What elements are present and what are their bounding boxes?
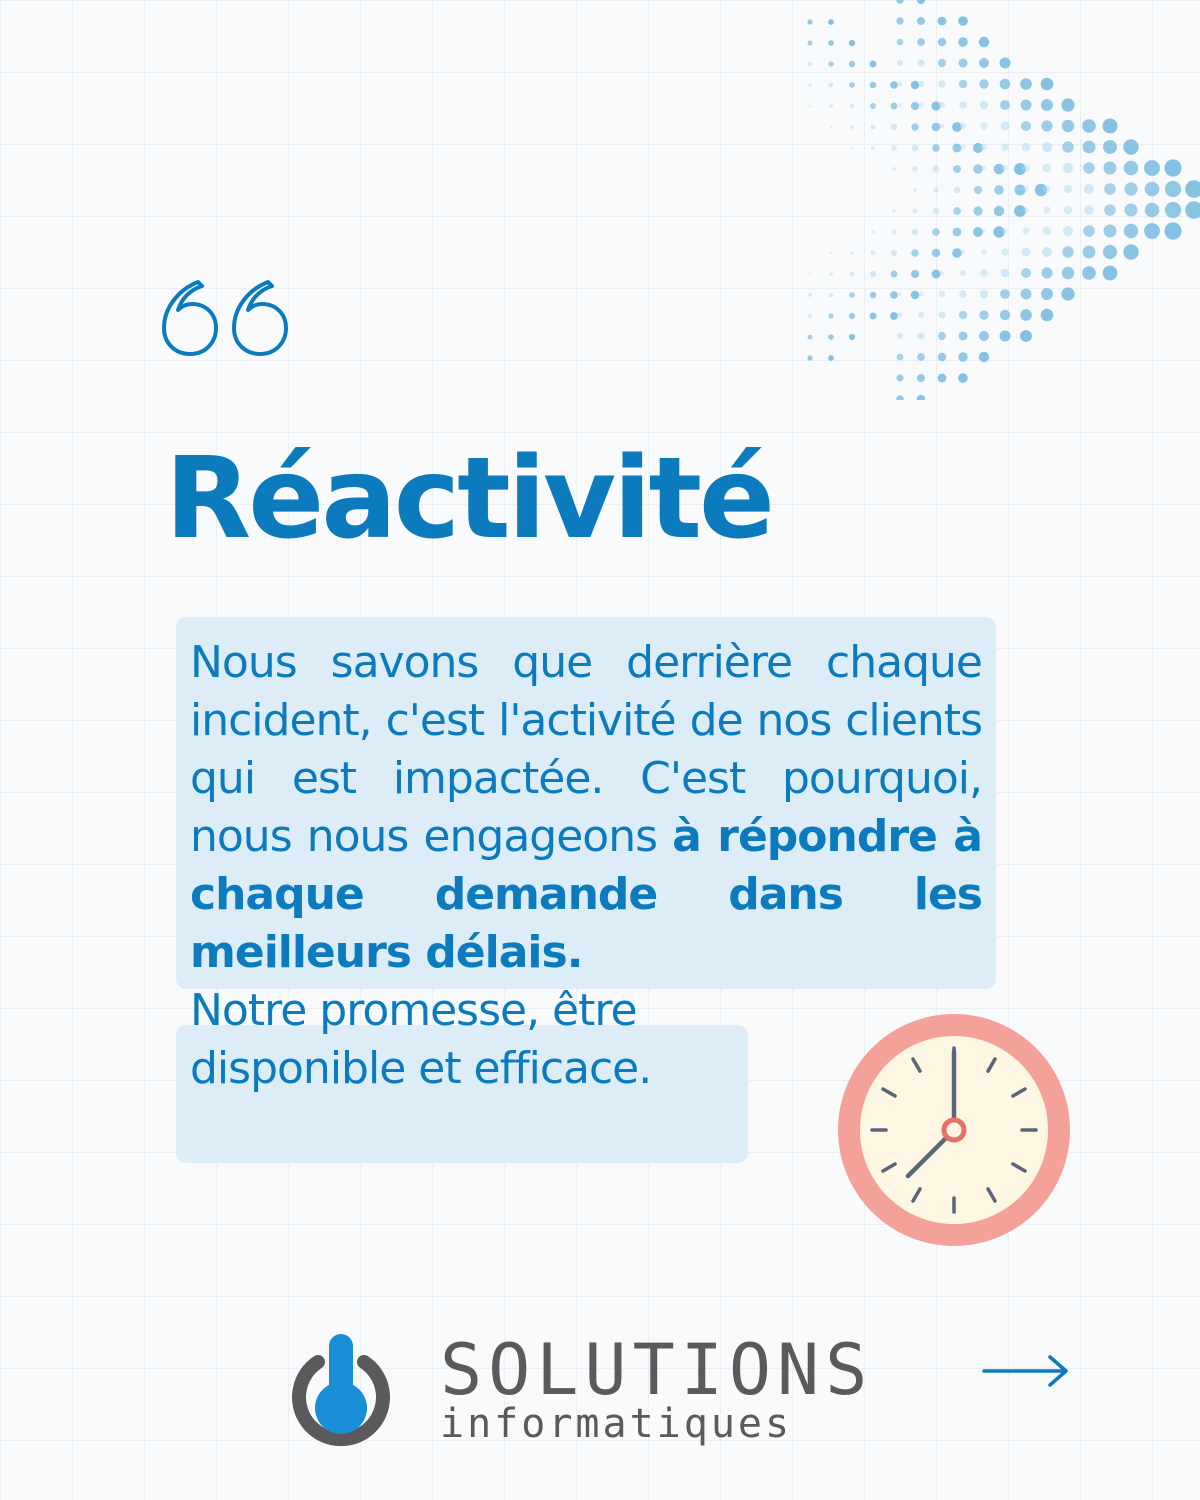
clock-icon [836,1012,1072,1248]
body-emphasis: à répondre à chaque demande dans les meilleurs délais. [190,811,982,978]
brand-subtitle: informatiques [440,1401,793,1447]
brand-name: SOLUTIONS [440,1329,874,1411]
arrow-right-icon[interactable] [982,1353,1072,1389]
power-logo-icon [288,1332,394,1452]
body-paragraph-promise: Notre promesse, être disponible et efficace. [190,985,652,1094]
body-text: Nous savons que derrière chaque incident, c'est l'activité de nos clients qui est impactée. C'est pourquoi, nous nous engageons [190,637,982,862]
page-title: Réactivité [165,434,772,564]
body-paragraph [190,634,982,982]
open-quote-icon [160,270,300,360]
